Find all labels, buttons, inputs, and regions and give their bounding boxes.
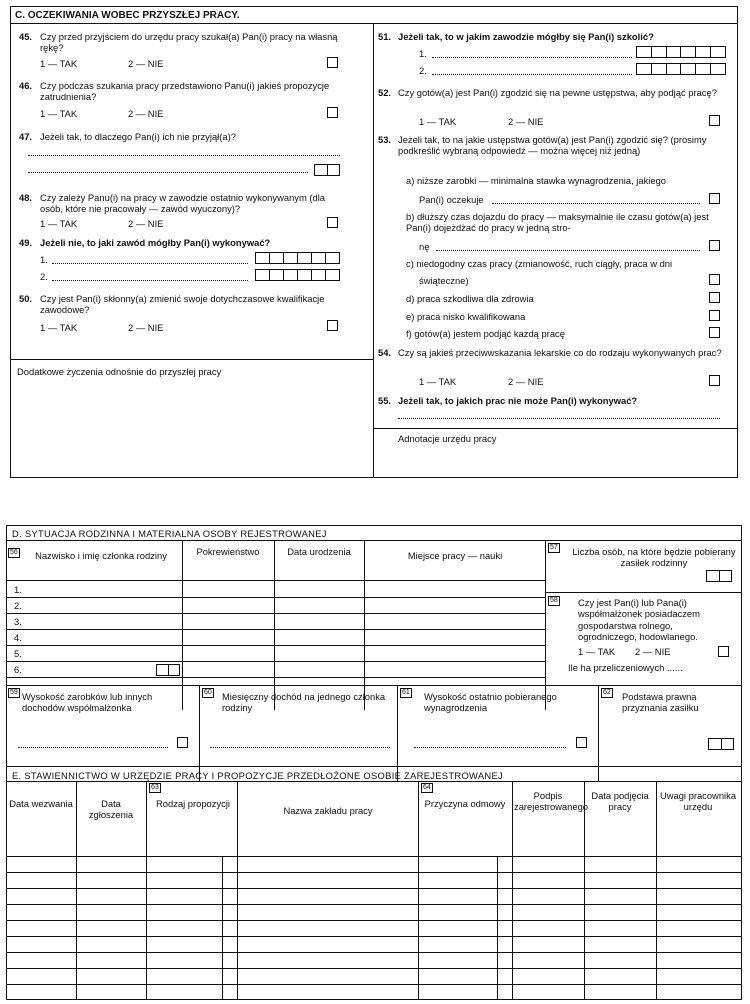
field-58-option-no: 2 — NIE: [635, 646, 671, 657]
q48-number: 48.: [19, 192, 33, 203]
field-59-box[interactable]: [177, 737, 188, 748]
q49-line-1-label: 1.: [40, 254, 48, 265]
d-row-rule-4: [6, 645, 545, 646]
col-signature: Podpis zarejestrowanego: [514, 790, 589, 813]
q53-option-c-cont: świąteczne): [419, 275, 469, 286]
field-64-number: 64: [423, 784, 431, 791]
field-60-line[interactable]: [210, 747, 390, 748]
family-row-2[interactable]: 2.: [14, 600, 22, 611]
q53-option-a-box[interactable]: [709, 193, 720, 204]
family-row-1[interactable]: 1.: [14, 584, 22, 595]
col-employer-name: Nazwa zakładu pracy: [283, 805, 373, 816]
q53-option-b-line[interactable]: [436, 250, 700, 251]
field-61-label: Wysokość ostatnio pobieranego wynagrodzenia: [424, 691, 557, 714]
q53-option-b-box[interactable]: [709, 240, 720, 251]
field-57-cells[interactable]: [706, 570, 732, 582]
q47-answer-line-2[interactable]: [28, 172, 308, 173]
field-58-option-yes: 1 — TAK: [578, 646, 616, 657]
q54-text: Czy są jakieś przeciwwskazania lekarskie co do rodzaju wykonywanych prac?: [398, 347, 722, 358]
q50-number: 50.: [19, 293, 33, 304]
q50-option-no: 2 — NIE: [128, 322, 164, 333]
q45-option-no: 2 — NIE: [128, 58, 164, 69]
field-57-number: 57: [550, 544, 558, 551]
q53-option-e-box[interactable]: [709, 310, 720, 321]
q53-option-b-cont: nę: [419, 241, 430, 252]
q55-answer-line[interactable]: [398, 418, 720, 419]
q49-line-2[interactable]: [52, 280, 248, 281]
field-62-number: 62: [603, 689, 611, 696]
q48-option-yes: 1 — TAK: [40, 218, 78, 229]
q53-option-d-box[interactable]: [709, 292, 720, 303]
q50-text: Czy jest Pan(i) skłonny(a) zmienić swoje dotychczasowe kwalifikacje zawodowe?: [40, 293, 325, 316]
q52-option-yes: 1 — TAK: [419, 116, 457, 127]
field-63-number: 63: [151, 784, 159, 791]
col-call-date: Data wezwania: [9, 798, 73, 809]
field-61-number: 61: [402, 689, 410, 696]
q54-answer-box[interactable]: [709, 375, 720, 386]
d-row-rule-0: [6, 580, 545, 581]
q46-number: 46.: [19, 80, 33, 91]
q50-answer-box[interactable]: [327, 320, 338, 331]
q55-number: 55.: [378, 395, 392, 406]
field-56-number: 56: [10, 549, 18, 556]
q52-text: Czy gotów(a) jest Pan(i) zgodzić się na pewne ustępstwa, aby podjąć pracę?: [398, 87, 717, 98]
q49-line-2-label: 2.: [40, 271, 48, 282]
wishes-top-rule: [10, 359, 373, 360]
col-name-header: Nazwisko i imię członka rodziny: [35, 550, 167, 561]
section-d-title-rule: [6, 540, 742, 541]
section-c-title: C. OCZEKIWANIA WOBEC PRZYSZŁEJ PRACY.: [15, 10, 240, 21]
q54-number: 54.: [378, 347, 392, 358]
q45-number: 45.: [19, 31, 33, 42]
field-61-line[interactable]: [414, 747, 566, 748]
q47-number: 47.: [19, 131, 33, 142]
q51-text: Jeżeli tak, to w jakim zawodzie mógłby się Pan(i) szkolić?: [398, 31, 654, 42]
d-row-rule-6: [6, 677, 545, 678]
field-59-label: Wysokość zarobków lub innych dochodów współmałżonka: [22, 691, 153, 714]
q53-option-f[interactable]: f) gotów(a) jestem podjąć każdą pracę: [406, 328, 565, 339]
field-59-number: 59: [10, 689, 18, 696]
q53-option-c-box[interactable]: [709, 274, 720, 285]
q50-option-yes: 1 — TAK: [40, 322, 78, 333]
q52-answer-box[interactable]: [709, 115, 720, 126]
q47-code-cells[interactable]: [314, 164, 340, 176]
q53-option-b[interactable]: b) dłuższy czas dojazdu do pracy — maksymalnie ile czasu gotów(a) jest Pan(i) dojeżdżać do pracy w jedną stro-: [406, 211, 709, 234]
q53-option-c[interactable]: c) niedogodny czas pracy (zmianowość, ruch ciągły, praca w dni: [406, 258, 673, 269]
section-d-title: D. SYTUACJA RODZINNA I MATERIALNA OSOBY REJESTROWANEJ: [12, 528, 327, 539]
q47-text: Jeżeli tak, to dlaczego Pan(i) ich nie przyjął(a)?: [40, 131, 236, 142]
q53-option-d[interactable]: d) praca szkodliwa dla zdrowia: [406, 293, 534, 304]
section-c-title-rule: [10, 23, 738, 24]
d-row-rule-2: [6, 613, 545, 614]
q53-text: Jeżeli tak, to na jakie ustępstwa gotów(a) jest Pan(i) zgodzić się? (prosimy podkreślić wybraną odpowiedź — można więcej niż jedną): [398, 134, 707, 157]
q49-text: Jeżeli nie, to jaki zawód mógłby Pan(i) wykonywać?: [40, 237, 271, 248]
q53-option-a[interactable]: a) niższe zarobki — minimalna stawka wynagrodzenia, jakiego: [406, 175, 667, 186]
field-58-number: 58: [550, 597, 558, 604]
d-bottom-row-rule: [6, 685, 742, 686]
d-row-rule-1: [6, 597, 545, 598]
q55-text: Jeżeli tak, to jakich prac nie może Pan(i) wykonywać?: [398, 395, 638, 406]
section-e-title-rule: [6, 781, 742, 782]
field-58-hectares[interactable]: Ile ha przeliczeniowych ......: [568, 662, 683, 673]
field-60-number: 60: [204, 689, 212, 696]
field-57-label: Liczba osób, na które będzie pobierany zasiłek rodzinny: [572, 546, 736, 569]
q53-option-a-cont: Pan(i) oczekuje: [419, 194, 484, 205]
q48-text: Czy zależy Panu(i) na pracy w zawodzie ostatnio wykonywanym (dla osób, które nie pracowały — zawód wyuczony)?: [40, 192, 326, 215]
field-58-answer-box[interactable]: [718, 646, 729, 657]
wishes-input-area[interactable]: [11, 380, 372, 476]
q51-code-cells-2[interactable]: [636, 63, 726, 75]
q51-line-2-label: 2.: [419, 65, 427, 76]
field-62-label: Podstawa prawna przyznania zasiłku: [622, 691, 699, 714]
wishes-label: Dodatkowe życzenia odnośnie do przyszłej pracy: [17, 366, 222, 377]
section-c-center-rule: [373, 23, 374, 478]
q51-code-cells-1[interactable]: [636, 46, 726, 58]
q48-answer-box[interactable]: [327, 217, 338, 228]
q52-option-no: 2 — NIE: [508, 116, 544, 127]
field-58-label: Czy jest Pan(i) lub Pana(i) współmałżonek posiadaczem gospodarstwa rolnego, ogrodniczego, hodowlanego.: [578, 597, 700, 642]
col-office-remarks: Uwagi pracownika urzędu: [659, 790, 737, 813]
col-refusal-reason: Przyczyna odmowy: [424, 798, 506, 809]
q52-number: 52.: [378, 87, 392, 98]
field-62-cells[interactable]: [708, 738, 734, 750]
field-60-label: Miesięczny dochód na jednego członka rodziny: [222, 691, 386, 714]
section-e-title: E. STAWIENNICTWO W URZĘDZIE PRACY I PROPOZYCJE PRZEDŁOŻONE OSOBIE ZAREJESTROWANEJ: [12, 770, 504, 781]
col-kinship-header: Pokrewieństwo: [196, 546, 260, 557]
q51-line-1[interactable]: [432, 57, 632, 58]
col-report-date: Data zgłoszenia: [88, 798, 134, 821]
q47-answer-line-1[interactable]: [28, 155, 340, 156]
q54-option-no: 2 — NIE: [508, 376, 544, 387]
col-start-date: Data podjęcia pracy: [591, 790, 649, 813]
col-offer-type: Rodzaj propozycji: [156, 798, 230, 809]
family-row-4[interactable]: 4.: [14, 632, 22, 643]
d-row-rule-3: [6, 629, 545, 630]
q46-answer-box[interactable]: [327, 107, 338, 118]
q54-option-yes: 1 — TAK: [419, 376, 457, 387]
field-59-line[interactable]: [18, 747, 168, 748]
q49-code-cells-1[interactable]: [255, 252, 340, 264]
q49-line-1[interactable]: [52, 263, 248, 264]
q53-option-e[interactable]: e) praca nisko kwalifikowana: [406, 311, 526, 322]
q51-line-2[interactable]: [432, 74, 632, 75]
q49-code-cells-2[interactable]: [255, 269, 340, 281]
col-work-header: Miejsce pracy — nauki: [407, 550, 503, 561]
q45-answer-box[interactable]: [327, 57, 338, 68]
family-row-6[interactable]: 6.: [14, 664, 22, 675]
family-row-3[interactable]: 3.: [14, 616, 22, 627]
office-notes-rule: [373, 428, 738, 429]
q53-option-a-line[interactable]: [492, 203, 700, 204]
d-row-rule-5: [6, 661, 545, 662]
q53-number: 53.: [378, 134, 392, 145]
q53-option-f-box[interactable]: [709, 327, 720, 338]
q46-option-yes: 1 — TAK: [40, 108, 78, 119]
q45-option-yes: 1 — TAK: [40, 58, 78, 69]
q49-number: 49.: [19, 237, 33, 248]
field-61-box[interactable]: [576, 737, 587, 748]
q46-text: Czy podczas szukania pracy przedstawiono Panu(i) jakieś propozycje zatrudnienia?: [40, 80, 330, 103]
q51-number: 51.: [378, 31, 392, 42]
q46-option-no: 2 — NIE: [128, 108, 164, 119]
family-count-cells[interactable]: [156, 664, 180, 676]
q51-line-1-label: 1.: [419, 48, 427, 59]
col-dob-header: Data urodzenia: [287, 546, 351, 557]
family-row-5[interactable]: 5.: [14, 648, 22, 659]
q48-option-no: 2 — NIE: [128, 218, 164, 229]
office-notes-label: Adnotacje urzędu pracy: [398, 433, 497, 444]
field-57-rule: [545, 592, 742, 593]
proposals-table-body[interactable]: [6, 856, 742, 1000]
q45-text: Czy przed przyjściem do urzędu pracy szukał(a) Pan(i) pracy na własną rękę?: [40, 31, 338, 54]
